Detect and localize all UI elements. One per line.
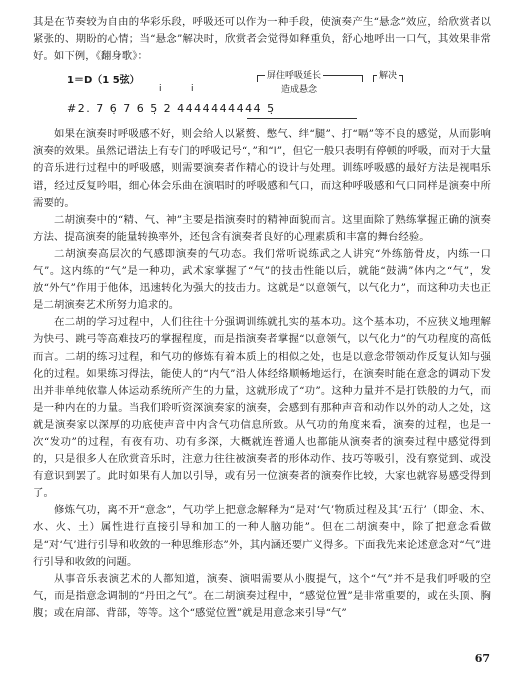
notation-melody: #2. 7 6̣ 7 6 5̣ 2 4444444444 5̣ xyxy=(67,102,276,116)
paragraph-intro: 其是在节奏较为自由的华彩乐段，呼吸还可以作为一种手段，使演奏产生“悬念”效应，给欣赏者以紧张的、期盼的心情；当“悬念”解决时，欣赏者会觉得如释重负，舒心地呼出一口气，其效果非常好。如下例，《翻身歌》： xyxy=(33,16,491,63)
music-notation xyxy=(33,68,491,124)
notation-label-hold-breath: 屏住呼吸延长 xyxy=(265,68,323,81)
document-page xyxy=(33,14,491,622)
paragraph-3: 二胡演奏高层次的气感即演奏的气功态。我们常听说练武之人讲究“外练筋骨皮，内练一口气”。这内练的“气”是一种功，武术家掌握了“气”的技击性能以后，就能“鼓满”体内之“气”，发放“外气”作用于他体，迅速转化为强大的技击力。这就是“以意领气，以气化力”，而这种功夫也正是二胡演奏艺术所努力追求的。 xyxy=(33,247,491,312)
notation-grace-note: i xyxy=(191,84,194,95)
paragraph-4: 在二胡的学习过程中，人们往往十分强调训练就扎实的基本功。这个基本功，不应狭义地理解为快弓、跳弓等高难技巧的掌握程度，而是指演奏者掌握“以意领气，以气化力”的气功程度的高低而言。二胡的练习过程，和气功的修炼有着本质上的相似之处，也是以意念带领动作反复认知与强化的过程。如果练习得法，能使人的“内气”沿人体经络顺畅地运行，在演奏时能在意念的调动下发出并非单纯依靠人体运动系统所产生的力量，这就形成了“功”。这种力量并不是打铁般的力气，而是一种内在的力量。当我们聆听资深演奏家的演奏，会感到有那种声音和动作以外的动人之处，这就是演奏家以深厚的功底使声音中内含气功信息所致。从气功的角度来看，演奏的过程，也是一次“发功”的过程，有夜有功、功有多深，大概就连普通人也都能从演奏者的演奏过程中感觉得到的，只是很多人在欣赏音乐时，注意力往往被演奏者的形体动作、技巧等吸引，没有察觉到、或没有意识到罢了。此时如果有人加以引导，或有另一位演奏者的演奏作比较，大家也就容易感受得到了。 xyxy=(33,316,491,500)
paragraph-2: 二胡演奏中的“精、气、神”主要是指演奏时的精神面貌而言。这里面除了熟练掌握正确的演奏方法、提高演奏的能量转换率外，还包含有演奏者良好的心理素质和丰富的舞台经验。 xyxy=(33,213,491,243)
paragraph-1: 如果在演奏时呼吸感不好，则会给人以紧赘、憋气、绊“腿”、打“嗝”等不良的感觉，从而影响演奏的效果。虽然记谱法上有专门的呼吸记号“，”和“ǀ”，但它一般只表明有停顿的呼吸，而对于大量的音乐进行过程中的呼吸感，则需要演奏者作精心的设计与处理。训练呼吸感的最好方法是视唱乐谱，经过反复吟唱，细心体会乐曲在演唱时的呼吸感和气口，而这种呼吸感和气口同样是演奏中所需要的。 xyxy=(33,128,491,209)
notation-grace-note: i xyxy=(159,84,162,95)
notation-label-suspense: 造成悬念 xyxy=(281,85,318,96)
page-number: 67 xyxy=(474,652,490,665)
notation-key: 1＝D（1 5弦） xyxy=(67,75,140,87)
notation-label-resolve: 解决 xyxy=(377,68,399,81)
notation-beam xyxy=(247,118,357,119)
paragraph-5: 修炼气功，离不开“意念”，气功学上把意念解释为“是对‘气’物质过程及其‘五行’（即金、木、水、火、土）属性进行直接引导和加工的一种人脑功能”。但在二胡演奏中，除了把意念看做是“对‘气’进行引导和收敛的一种思维形态”外，其内涵还要广义得多。下面我先来论述意念对“气”进行引导和收敛的问题。 xyxy=(33,504,491,568)
paragraph-6: 从事音乐表演艺术的人都知道，演奏、演唱需要从小腹提气，这个“气”并不是我们呼吸的空气，而是指意念调制的“丹田之气”。在二胡演奏过程中，“感觉位置”是非常重要的，或在头顶、胸腹；或在肩部、背部，等等。这个“感觉位置”就是用意念来引导“气” xyxy=(33,572,491,619)
